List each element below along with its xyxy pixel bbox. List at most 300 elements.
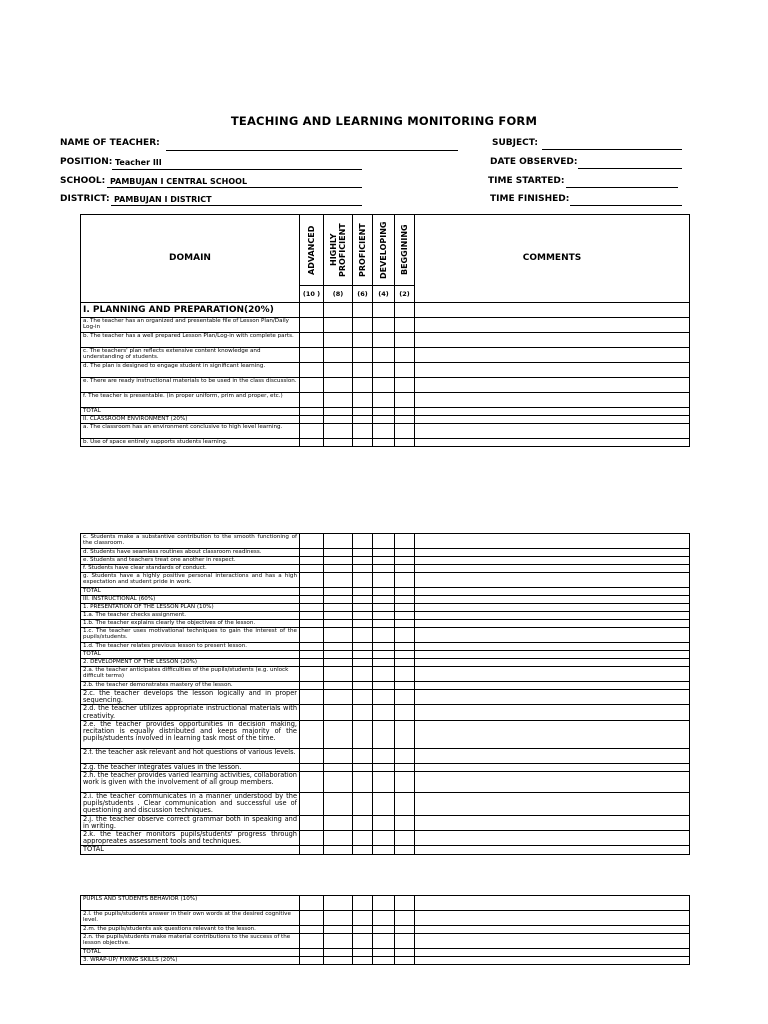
rating-advanced-cell[interactable] [300,934,324,949]
rating-highly-proficient-cell[interactable] [324,705,353,720]
criterion-text: III. INSTRUCTIONAL (60%) [81,596,300,604]
comment-cell[interactable] [415,926,690,934]
rating-developing-cell[interactable] [373,416,395,424]
rating-developing-cell[interactable] [373,588,395,596]
comment-cell[interactable] [415,596,690,604]
rating-highly-proficient-cell[interactable] [324,549,353,557]
rating-highly-proficient-cell[interactable] [324,651,353,659]
rating-developing-cell[interactable] [373,534,395,549]
criterion-text: b. The teacher has a well prepared Lesson Plan/Log-in with complete parts. [81,333,300,348]
rating-beggining-cell[interactable] [395,557,415,565]
comment-cell[interactable] [415,720,690,748]
rating-advanced-cell[interactable] [300,831,324,846]
subject-field[interactable] [542,149,682,150]
rating-beggining-cell[interactable] [395,949,415,957]
rating-highly-proficient-cell[interactable] [324,690,353,705]
comment-cell[interactable] [415,363,690,378]
rating-advanced-cell[interactable] [300,303,324,318]
comment-cell[interactable] [415,772,690,793]
rating-beggining-cell[interactable] [395,549,415,557]
rating-advanced-cell[interactable] [300,763,324,771]
comment-cell[interactable] [415,896,690,911]
rating-proficient-cell[interactable] [353,659,373,667]
comment-cell[interactable] [415,643,690,651]
rating-advanced-cell[interactable] [300,612,324,620]
rating-advanced-cell[interactable] [300,534,324,549]
rating-proficient-cell[interactable] [353,393,373,408]
rating-beggining-cell[interactable] [395,348,415,363]
rating-proficient-cell[interactable] [353,565,373,573]
rating-developing-cell[interactable] [373,896,395,911]
rating-highly-proficient-cell[interactable] [324,534,353,549]
rating-proficient-cell[interactable] [353,604,373,612]
rating-beggining-cell[interactable] [395,588,415,596]
rating-proficient-cell[interactable] [353,949,373,957]
rating-developing-cell[interactable] [373,596,395,604]
comment-cell[interactable] [415,949,690,957]
rating-developing-cell[interactable] [373,393,395,408]
points-advanced: (10 ) [300,286,324,303]
rating-beggining-cell[interactable] [395,363,415,378]
rating-highly-proficient-cell[interactable] [324,643,353,651]
rating-advanced-cell[interactable] [300,557,324,565]
rating-advanced-cell[interactable] [300,949,324,957]
rating-proficient-cell[interactable] [353,846,373,854]
rating-highly-proficient-cell[interactable] [324,565,353,573]
rating-advanced-cell[interactable] [300,424,324,439]
rating-developing-cell[interactable] [373,911,395,926]
rating-beggining-cell[interactable] [395,793,415,816]
rating-proficient-cell[interactable] [353,573,373,588]
rating-proficient-cell[interactable] [353,748,373,763]
rating-highly-proficient-cell[interactable] [324,926,353,934]
rating-beggining-cell[interactable] [395,926,415,934]
rating-proficient-cell[interactable] [353,763,373,771]
rating-proficient-cell[interactable] [353,333,373,348]
rating-highly-proficient-cell[interactable] [324,620,353,628]
rating-developing-cell[interactable] [373,690,395,705]
rating-beggining-cell[interactable] [395,534,415,549]
rating-proficient-cell[interactable] [353,926,373,934]
rating-highly-proficient-cell[interactable] [324,659,353,667]
rating-proficient-cell[interactable] [353,424,373,439]
rating-proficient-cell[interactable] [353,534,373,549]
rating-advanced-cell[interactable] [300,643,324,651]
position-label: POSITION: [60,157,113,167]
rating-proficient-cell[interactable] [353,934,373,949]
table-row [81,318,690,333]
rating-proficient-cell[interactable] [353,363,373,378]
rating-proficient-cell[interactable] [353,549,373,557]
rating-highly-proficient-cell[interactable] [324,348,353,363]
rating-beggining-cell[interactable] [395,628,415,643]
comment-cell[interactable] [415,628,690,643]
rating-beggining-cell[interactable] [395,424,415,439]
comment-cell[interactable] [415,793,690,816]
rating-beggining-cell[interactable] [395,651,415,659]
table-row [81,303,690,318]
rating-proficient-cell[interactable] [353,720,373,748]
rating-proficient-cell[interactable] [353,815,373,830]
rating-developing-cell[interactable] [373,831,395,846]
rating-advanced-cell[interactable] [300,793,324,816]
rating-beggining-cell[interactable] [395,303,415,318]
rating-developing-cell[interactable] [373,378,395,393]
rating-beggining-cell[interactable] [395,565,415,573]
rating-highly-proficient-cell[interactable] [324,604,353,612]
rating-proficient-cell[interactable] [353,682,373,690]
rating-proficient-cell[interactable] [353,667,373,682]
rating-highly-proficient-cell[interactable] [324,628,353,643]
rating-developing-cell[interactable] [373,705,395,720]
rating-highly-proficient-cell[interactable] [324,408,353,416]
rating-highly-proficient-cell[interactable] [324,949,353,957]
rating-highly-proficient-cell[interactable] [324,612,353,620]
rating-developing-cell[interactable] [373,846,395,854]
criterion-text: 1.a. The teacher checks assignment. [81,612,300,620]
rating-proficient-cell[interactable] [353,705,373,720]
position-field[interactable] [112,169,362,170]
rating-advanced-cell[interactable] [300,772,324,793]
rating-developing-cell[interactable] [373,957,395,965]
date-observed-label: DATE OBSERVED: [490,157,578,167]
rating-beggining-cell[interactable] [395,573,415,588]
rating-advanced-cell[interactable] [300,682,324,690]
rating-highly-proficient-cell[interactable] [324,303,353,318]
rating-proficient-cell[interactable] [353,831,373,846]
rating-beggining-cell[interactable] [395,667,415,682]
table-row [81,720,690,748]
rating-highly-proficient-cell[interactable] [324,846,353,854]
comment-cell[interactable] [415,612,690,620]
rating-proficient-cell[interactable] [353,416,373,424]
rating-developing-cell[interactable] [373,439,395,447]
comments-header: COMMENTS [415,215,690,303]
rating-advanced-cell[interactable] [300,378,324,393]
rating-beggining-cell[interactable] [395,378,415,393]
teacher-name-field[interactable] [166,150,458,151]
rating-proficient-cell[interactable] [353,690,373,705]
comment-cell[interactable] [415,831,690,846]
rating-beggining-cell[interactable] [395,911,415,926]
rating-developing-cell[interactable] [373,612,395,620]
rating-advanced-cell[interactable] [300,690,324,705]
rating-developing-cell[interactable] [373,949,395,957]
comment-cell[interactable] [415,333,690,348]
rating-advanced-cell[interactable] [300,348,324,363]
rating-developing-cell[interactable] [373,620,395,628]
rating-developing-cell[interactable] [373,667,395,682]
rating-highly-proficient-cell[interactable] [324,896,353,911]
rating-beggining-cell[interactable] [395,690,415,705]
criterion-text: f. Students have clear standards of conduct. [81,565,300,573]
comment-cell[interactable] [415,318,690,333]
rating-developing-cell[interactable] [373,424,395,439]
rating-proficient-cell[interactable] [353,793,373,816]
comment-cell[interactable] [415,846,690,854]
rating-proficient-cell[interactable] [353,588,373,596]
rating-beggining-cell[interactable] [395,439,415,447]
rating-highly-proficient-cell[interactable] [324,557,353,565]
rating-beggining-cell[interactable] [395,934,415,949]
comment-cell[interactable] [415,620,690,628]
rating-advanced-cell[interactable] [300,748,324,763]
rating-beggining-cell[interactable] [395,763,415,771]
table-row [81,896,690,911]
rating-developing-cell[interactable] [373,815,395,830]
rating-advanced-cell[interactable] [300,318,324,333]
rating-highly-proficient-cell[interactable] [324,763,353,771]
table-row [81,573,690,588]
rating-advanced-cell[interactable] [300,333,324,348]
rating-highly-proficient-cell[interactable] [324,573,353,588]
rating-developing-cell[interactable] [373,748,395,763]
rating-highly-proficient-cell[interactable] [324,831,353,846]
comment-cell[interactable] [415,651,690,659]
rating-highly-proficient-cell[interactable] [324,667,353,682]
rating-developing-cell[interactable] [373,348,395,363]
rating-developing-cell[interactable] [373,628,395,643]
rating-highly-proficient-cell[interactable] [324,748,353,763]
rating-beggining-cell[interactable] [395,620,415,628]
rating-advanced-cell[interactable] [300,604,324,612]
rating-label: ADVANCED [307,225,316,275]
rating-highly-proficient-cell[interactable] [324,393,353,408]
rating-advanced-cell[interactable] [300,720,324,748]
comment-cell[interactable] [415,565,690,573]
rating-developing-cell[interactable] [373,363,395,378]
rating-developing-cell[interactable] [373,557,395,565]
rating-beggining-cell[interactable] [395,815,415,830]
rating-highly-proficient-cell[interactable] [324,596,353,604]
rating-advanced-cell[interactable] [300,911,324,926]
rating-beggining-cell[interactable] [395,831,415,846]
table-row [81,772,690,793]
comment-cell[interactable] [415,588,690,596]
rating-developing-cell[interactable] [373,303,395,318]
criterion-text: II. CLASSROOM ENVIRONMENT (20%) [81,416,300,424]
points-beggining: (2) [395,286,415,303]
criterion-text: 1. PRESENTATION OF THE LESSON PLAN (10%) [81,604,300,612]
rating-beggining-cell[interactable] [395,408,415,416]
comment-cell[interactable] [415,416,690,424]
rating-beggining-cell[interactable] [395,772,415,793]
rating-advanced-cell[interactable] [300,628,324,643]
comment-cell[interactable] [415,424,690,439]
criterion-text: f. The teacher is presentable. (in proper uniform, prim and proper, etc.) [81,393,300,408]
comment-cell[interactable] [415,667,690,682]
rating-advanced-cell[interactable] [300,549,324,557]
rating-proficient-cell[interactable] [353,348,373,363]
comment-cell[interactable] [415,604,690,612]
rating-proficient-cell[interactable] [353,612,373,620]
rating-proficient-cell[interactable] [353,643,373,651]
table-row [81,659,690,667]
rating-highly-proficient-cell[interactable] [324,378,353,393]
rating-advanced-cell[interactable] [300,416,324,424]
rating-beggining-cell[interactable] [395,612,415,620]
rating-developing-cell[interactable] [373,926,395,934]
rating-highly-proficient-cell[interactable] [324,318,353,333]
rating-developing-cell[interactable] [373,604,395,612]
rating-developing-cell[interactable] [373,333,395,348]
rating-beggining-cell[interactable] [395,957,415,965]
rating-developing-cell[interactable] [373,934,395,949]
rating-beggining-cell[interactable] [395,604,415,612]
rating-developing-cell[interactable] [373,793,395,816]
rating-advanced-cell[interactable] [300,846,324,854]
criterion-text: 1.d. The teacher relates previous lesson to present lesson. [81,643,300,651]
rating-developing-cell[interactable] [373,763,395,771]
table-row [81,748,690,763]
comment-cell[interactable] [415,748,690,763]
rating-beggining-cell[interactable] [395,720,415,748]
rating-advanced-cell[interactable] [300,439,324,447]
rating-developing-cell[interactable] [373,659,395,667]
comment-cell[interactable] [415,682,690,690]
rating-highly-proficient-cell[interactable] [324,793,353,816]
comment-cell[interactable] [415,549,690,557]
rating-proficient-cell[interactable] [353,911,373,926]
rating-beggining-cell[interactable] [395,318,415,333]
table-row [81,690,690,705]
rating-beggining-cell[interactable] [395,393,415,408]
rating-beggining-cell[interactable] [395,705,415,720]
comment-cell[interactable] [415,705,690,720]
rating-advanced-cell[interactable] [300,588,324,596]
rating-highly-proficient-cell[interactable] [324,934,353,949]
rating-beggining-cell[interactable] [395,846,415,854]
comment-cell[interactable] [415,303,690,318]
rating-advanced-cell[interactable] [300,957,324,965]
rating-highly-proficient-cell[interactable] [324,815,353,830]
time-finished-field[interactable] [570,205,682,206]
rating-highly-proficient-cell[interactable] [324,772,353,793]
rating-proficient-cell[interactable] [353,772,373,793]
comment-cell[interactable] [415,815,690,830]
rating-advanced-cell[interactable] [300,363,324,378]
rating-proficient-cell[interactable] [353,651,373,659]
rating-highly-proficient-cell[interactable] [324,720,353,748]
rating-proficient-cell[interactable] [353,408,373,416]
rating-proficient-cell[interactable] [353,596,373,604]
rating-proficient-cell[interactable] [353,378,373,393]
rating-beggining-cell[interactable] [395,659,415,667]
date-observed-field[interactable] [578,168,682,169]
time-finished-label: TIME FINISHED: [490,194,570,204]
rating-advanced-cell[interactable] [300,565,324,573]
rating-highly-proficient-cell[interactable] [324,588,353,596]
rating-highly-proficient-cell[interactable] [324,333,353,348]
rating-developing-cell[interactable] [373,573,395,588]
rating-advanced-cell[interactable] [300,705,324,720]
criterion-text: 2.j. the teacher observe correct grammar both in speaking and in writing. [81,815,300,830]
school-field[interactable] [107,187,362,188]
district-field[interactable] [111,205,362,206]
rating-beggining-cell[interactable] [395,596,415,604]
criterion-text: 2.c. the teacher develops the lesson logically and in proper sequencing. [81,690,300,705]
rating-beggining-cell[interactable] [395,896,415,911]
rating-highly-proficient-cell[interactable] [324,363,353,378]
rating-highly-proficient-cell[interactable] [324,424,353,439]
comment-cell[interactable] [415,557,690,565]
rating-highly-proficient-cell[interactable] [324,682,353,690]
rating-beggining-cell[interactable] [395,682,415,690]
rating-proficient-cell[interactable] [353,628,373,643]
rating-advanced-cell[interactable] [300,659,324,667]
rating-highly-proficient-cell[interactable] [324,911,353,926]
rating-advanced-cell[interactable] [300,573,324,588]
comment-cell[interactable] [415,573,690,588]
comment-cell[interactable] [415,911,690,926]
rating-highly-proficient-cell[interactable] [324,957,353,965]
criterion-text: c. Students make a substantive contribution to the smooth functioning of the classroom. [81,534,300,549]
rating-advanced-cell[interactable] [300,667,324,682]
rating-proficient-cell[interactable] [353,957,373,965]
rating-advanced-cell[interactable] [300,815,324,830]
rating-proficient-cell[interactable] [353,439,373,447]
rating-beggining-cell[interactable] [395,748,415,763]
rating-advanced-cell[interactable] [300,596,324,604]
rating-developing-cell[interactable] [373,643,395,651]
time-started-field[interactable] [566,187,678,188]
criterion-text: I. PLANNING AND PREPARATION(20%) [81,303,300,318]
rating-beggining-cell[interactable] [395,416,415,424]
comment-cell[interactable] [415,348,690,363]
table-row [81,667,690,682]
criterion-text: TOTAL [81,408,300,416]
rating-developing-cell[interactable] [373,565,395,573]
rating-advanced-cell[interactable] [300,896,324,911]
rating-proficient-cell[interactable] [353,318,373,333]
comment-cell[interactable] [415,378,690,393]
comment-cell[interactable] [415,534,690,549]
comment-cell[interactable] [415,659,690,667]
rating-advanced-cell[interactable] [300,651,324,659]
evaluation-table-2 [80,533,690,855]
comment-cell[interactable] [415,763,690,771]
rating-proficient-cell[interactable] [353,303,373,318]
rating-developing-cell[interactable] [373,549,395,557]
rating-advanced-cell[interactable] [300,926,324,934]
rating-proficient-cell[interactable] [353,557,373,565]
rating-developing-cell[interactable] [373,408,395,416]
comment-cell[interactable] [415,393,690,408]
rating-developing-cell[interactable] [373,682,395,690]
rating-advanced-cell[interactable] [300,620,324,628]
comment-cell[interactable] [415,934,690,949]
comment-cell[interactable] [415,408,690,416]
rating-proficient-cell[interactable] [353,896,373,911]
comment-cell[interactable] [415,690,690,705]
comment-cell[interactable] [415,439,690,447]
comment-cell[interactable] [415,957,690,965]
rating-highly-proficient-cell[interactable] [324,439,353,447]
rating-developing-cell[interactable] [373,651,395,659]
rating-beggining-cell[interactable] [395,643,415,651]
criterion-text: 1.b. The teacher explains clearly the objectives of the lesson. [81,620,300,628]
rating-developing-cell[interactable] [373,720,395,748]
rating-proficient-cell[interactable] [353,620,373,628]
rating-advanced-cell[interactable] [300,408,324,416]
rating-label: PROFICIENT [358,223,367,277]
rating-highly-proficient-cell[interactable] [324,416,353,424]
rating-beggining-cell[interactable] [395,333,415,348]
rating-developing-cell[interactable] [373,772,395,793]
rating-label: HIGHLY PROFICIENT [329,223,347,277]
rating-developing-cell[interactable] [373,318,395,333]
rating-advanced-cell[interactable] [300,393,324,408]
